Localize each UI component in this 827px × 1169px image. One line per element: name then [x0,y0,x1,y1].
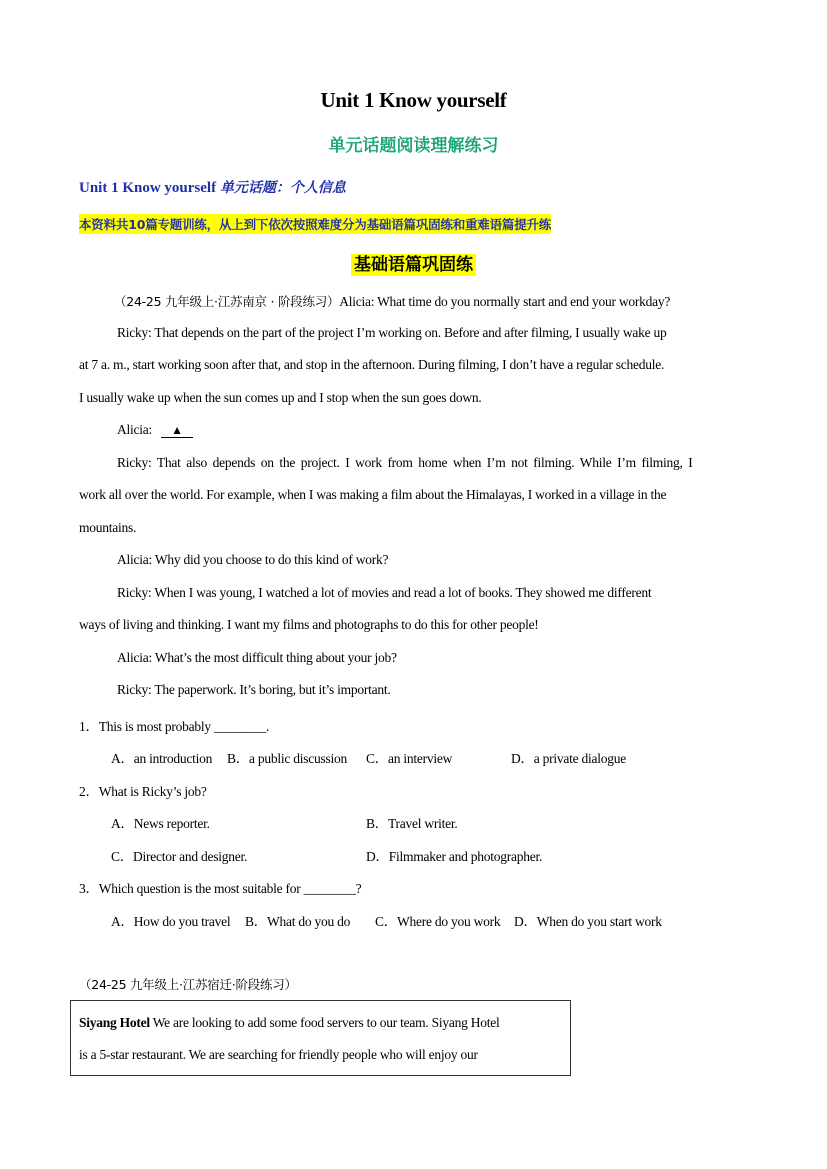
question-2-option-a[interactable]: A．News reporter. [111,816,210,831]
section-heading [0,250,827,275]
passage1-line-2: Ricky: That depends on the part of the project I’m working on. Before and after filming, I usually wake up [117,325,667,340]
passage1-line-1-text: Alicia: What time do you normally start and end your workday? [339,294,671,309]
passage1-source: （24-25 九年级上·江苏南京 · 阶段练习） [114,294,340,309]
question-3-option-d[interactable]: D．When do you start work [514,914,662,929]
answer-blank: ▲ [161,423,193,438]
passage1-line-10: Ricky: When I was young, I watched a lot of movies and read a lot of books. They showed me different [117,585,652,600]
passage2-source: （24-25 九年级上·江苏宿迁·阶段练习） [79,977,297,992]
page-subtitle: 单元话题阅读理解练习 [328,136,499,156]
passage1-line-8: mountains. [79,520,137,535]
question-3-option-a[interactable]: A．How do you travel [111,914,231,929]
passage1-line-9: Alicia: Why did you choose to do this kind of work? [117,552,389,567]
unit-topic [79,177,346,197]
question-1-option-a[interactable]: A．an introduction [111,751,213,766]
passage1-line-6: Ricky: That also depends on the project. I work from home when I’m not filming. While I’m filming, I [117,455,693,470]
question-2-option-b[interactable]: B．Travel writer. [366,816,458,831]
question-2-stem: 2．What is Ricky’s job? [79,784,207,799]
advertisement-line-2: is a 5-star restaurant. We are searching for friendly people who will enjoy our [79,1047,478,1062]
question-2-option-c[interactable]: C．Director and designer. [111,849,248,864]
question-2-option-d[interactable]: D．Filmmaker and photographer. [366,849,543,864]
section-title: 基础语篇巩固练 [351,254,476,276]
passage1-line-7: work all over the world. For example, when I was making a film about the Himalayas, I worked in a village in the [79,487,667,502]
speaker-label: Alicia: [117,422,152,437]
question-1-option-c[interactable]: C．an interview [366,751,453,766]
advertisement-box [70,1000,571,1076]
unit-topic-cn: 单元话题：个人信息 [219,180,346,196]
page-title: Unit 1 Know yourself [320,88,507,112]
advertisement-line-1 [79,1015,499,1031]
passage1-line-13: Ricky: The paperwork. It’s boring, but it’s important. [117,682,391,697]
notice-banner: 本资料共10篇专题训练，从上到下依次按照难度分为基础语篇巩固练和重难语篇提升练 [79,214,551,234]
advertisement-line-1-text: We are looking to add some food servers to our team. Siyang Hotel [149,1015,500,1030]
passage1-line-11: ways of living and thinking. I want my films and photographs to do this for other people! [79,617,539,632]
passage1-line-5 [117,422,193,438]
unit-topic-en: Unit 1 Know yourself [79,180,217,196]
question-3-stem: 3．Which question is the most suitable for ________? [79,881,362,896]
question-3-option-b[interactable]: B．What do you do [245,914,351,929]
passage1-line-4: I usually wake up when the sun comes up and I stop when the sun goes down. [79,390,482,405]
question-1-option-b[interactable]: B．a public discussion [227,751,347,766]
question-1-option-d[interactable]: D．a private dialogue [511,751,626,766]
passage1-line-3: at 7 a. m., start working soon after that, and stop in the afternoon. During filming, I don’t have a regular schedule. [79,357,665,372]
question-3-option-c[interactable]: C．Where do you work [375,914,501,929]
passage1-line-12: Alicia: What’s the most difficult thing about your job? [117,650,397,665]
passage1-line-1 [114,292,670,310]
question-1-stem: 1．This is most probably ________. [79,719,270,734]
hotel-name: Siyang Hotel [79,1015,150,1030]
